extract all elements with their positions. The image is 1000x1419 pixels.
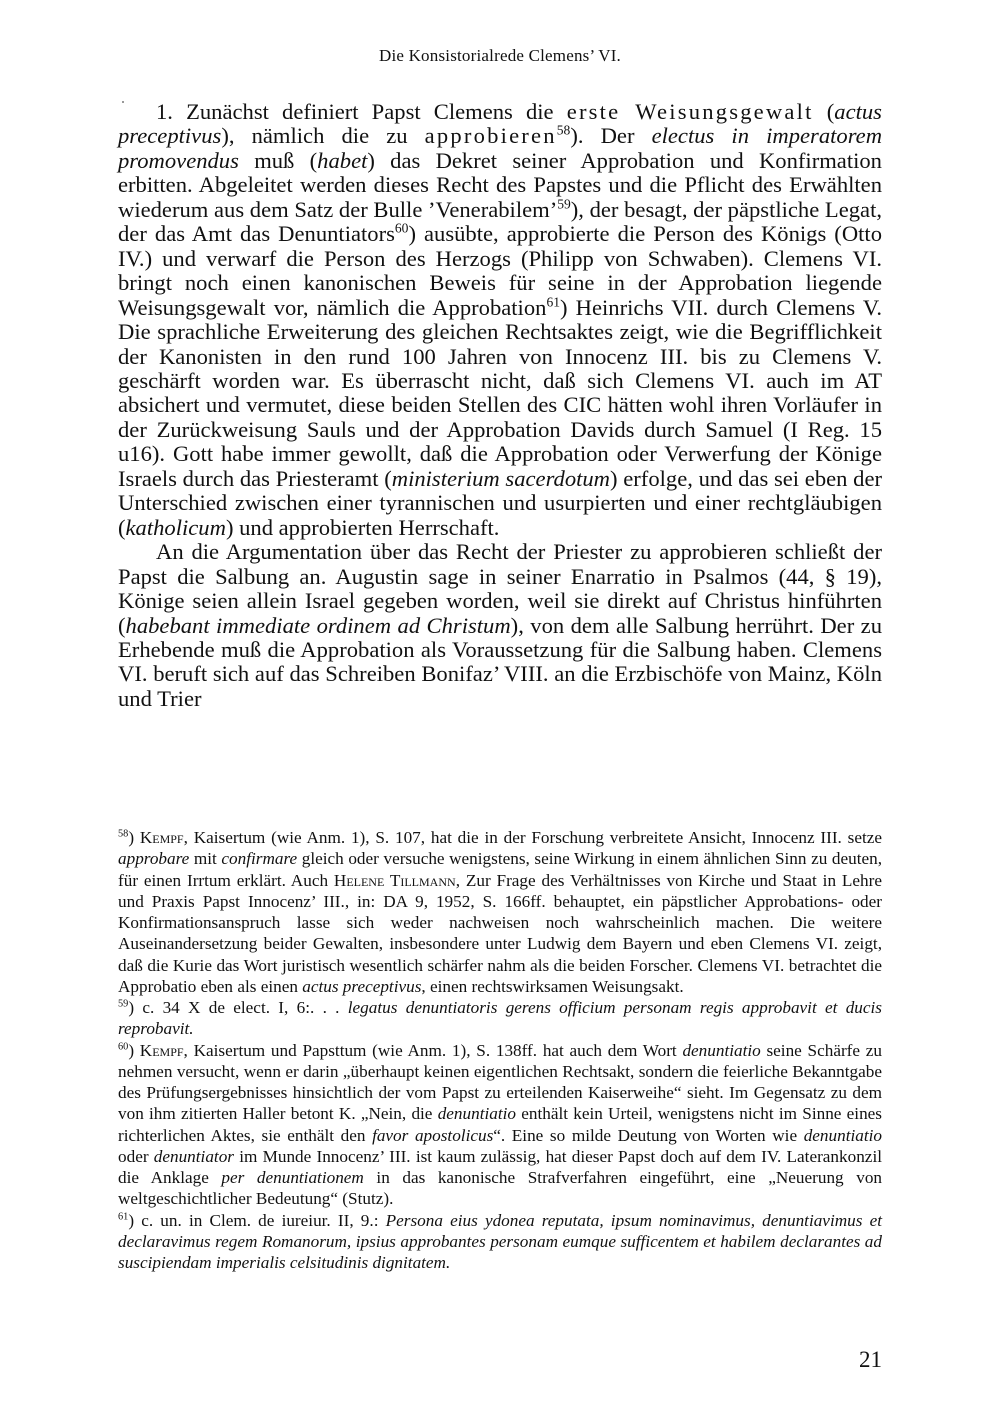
text-run: , einen rechtswirksamen Weisungsakt.	[421, 976, 684, 996]
text-run: c. un. in Clem. de iureiur. II, 9.:	[141, 1210, 386, 1230]
text-run: seine Schärfe zu nehmen versucht, wenn er darin „überhaupt keinen eigentlichen Rechtsakt, sondern die feierliche Bekanntgabe des Prüfungsergebnisses hinsichtlich der vom Papst zu erteilenden Kaiserweihe“ sieht. Im Gegensatz zu dem von ihm zitierten Haller betont K. „Nein, die	[118, 1040, 882, 1124]
text-run: muß (	[238, 147, 318, 173]
text-run: An die Argumentation über das Recht der Priester zu approbieren schließt der Papst die Salbung an. Augustin sage in seiner Enarratio in Psalmos (44, § 19), Könige seien allein Israel gegeben worden, weil sie direkt auf Christus hinführten (	[118, 539, 882, 638]
italic-term: per denuntiationem	[221, 1168, 364, 1187]
italic-quote: legatus denuntiatoris gerens officium personam regis approbavit et ducis reprobavit.	[118, 998, 882, 1039]
text-run: enthält kein Urteil, wenigstens nicht im Sinne eines richterlichen Aktes, sie enthält den	[118, 1104, 882, 1145]
italic-term: actus preceptivus	[118, 99, 882, 149]
italic-term: ministerium sacerdotum	[391, 465, 611, 491]
text-run: ) das Dekret seiner Approbation und Konfirmation erbitten. Abgeleitet werden dieses Recht des Papstes und die Pflicht des Erwählten wiederum aus dem Satz der Bulle ’Venerabilem’	[118, 147, 882, 222]
author-name: Helene Tillmann	[333, 870, 456, 890]
text-run: im Munde Innocenz’ III. ist kaum zulässig, hat dieser Papst doch auf dem IV. Laterankonzil die Anklage	[118, 1146, 882, 1187]
footnote-59: $^{59}$) c. 34 X de elect. I, 6:. . . legatus denuntiatoris gerens officium personam regis approbavit et ducis reprobavit.	[118, 998, 882, 1039]
running-head: Die Konsistorialrede Clemens’ VI.	[378, 46, 622, 65]
paragraph-1	[118, 100, 882, 540]
footnote-number: 59	[118, 998, 129, 1010]
italic-term: electus in imperatorem promovendus	[118, 123, 883, 173]
footnote-61: $^{61}$) c. un. in Clem. de iureiur. II, 9.: Persona eius ydonea reputata, ipsum nominavimus, denuntiavimus et declaravimus regem Romanorum, ipsius approbantes personam eumque sufficentem et habilem declarantes ad suscipiendam imperialis celsitudinis dignitatem.	[118, 1210, 882, 1272]
paragraph-2	[118, 540, 882, 711]
footnote-58: $^{58}$) Kempf, Kaisertum (wie Anm. 1), S. 107, hat die in der Forschung verbreitete Ansicht, Innocenz III. setze approbare mit confirmare gleich oder versuche wenigstens, seine Wirkung in einem ähnlichen Sinn zu deuten, für einen Irrtum erklärt. Auch Helene Tillmann, Zur Frage des Verhältnisses von Kirche und Staat in Lehre und Praxis Papst Innocenz’ III., in: DA 9, 1952, S. 166ff. behauptet, ein päpstlicher Approbations- oder Konfirmationsanspruch lasse sich weder nachweisen noch wahrscheinlich machen. Die weitere Auseinandersetzung beider Gewalten, insbesondere unter Ludwig dem Bayern und eben Clemens VI. zeigt, daß die Kurie das Wort juristisch wesentlich schärfer nahm als die beiden Forscher. Clemens VI. betrachtet die Approbatio eben als einen actus preceptivus, einen rechtswirksamen Weisungsakt.	[118, 828, 882, 996]
italic-term: denuntiator	[153, 1146, 234, 1166]
text-run: ), nämlich die zu	[221, 123, 425, 149]
text-run: , Zur Frage des Verhältnisses von Kirche und Staat in Lehre und Praxis Papst Innocenz’ III., in: DA 9, 1952, S. 166ff. behauptet, ein päpstlicher Approbations- oder Konfirmationsanspruch lasse sich weder nachweisen noch wahrscheinlich machen. Die weitere Auseinandersetzung beider Gewalten, insbesondere unter Ludwig dem Bayern und eben Clemens VI. zeigt, daß die Kurie das Wort juristisch wesentlich schärfer nahm als die beiden Forscher. Clemens VI. betrachtet die Approbatio eben als einen	[118, 870, 882, 996]
footnote-ref-61[interactable]: 61	[546, 294, 560, 310]
text-run: ) und approbierten Herrschaft.	[225, 514, 500, 540]
italic-term: denuntiatio	[437, 1104, 516, 1124]
text-run: oder	[118, 1146, 154, 1166]
footnote-number: 58	[118, 828, 129, 840]
text-run: , Kaisertum und Papsttum (wie Anm. 1), S. 138ff. hat auch dem Wort	[183, 1040, 683, 1060]
spaced-emphasis: erste Weisungsgewalt	[566, 99, 814, 124]
italic-quote: Persona eius ydonea reputata, ipsum nominavimus, denuntiavimus et declaravimus regem Romanorum, ipsius approbantes personam eumque sufficentem et habilem declarantes ad suscipiendam imperialis celsitudinis dignitatem.	[118, 1210, 882, 1272]
text-run: “. Eine so milde Deutung von Worten wie	[493, 1125, 804, 1145]
text-run: ), der besagt, der päpstliche Legat, der das Amt das Denuntiators	[118, 196, 882, 247]
footnote-number: 61	[118, 1210, 129, 1222]
text-run: gleich oder versuche wenigstens, seine Wirkung in einem ähnlichen Sinn zu deuten, für einen Irrtum erklärt. Auch	[118, 849, 882, 890]
footnote-ref-58[interactable]: 58	[556, 122, 571, 138]
italic-term: denuntiatio	[682, 1040, 761, 1060]
italic-term: habet	[317, 147, 368, 173]
text-run: mit	[189, 849, 222, 869]
text-run: ), von dem alle Salbung herrührt. Der zu Erhebende muß die Approbation als Voraussetzung für die Salbung haben. Clemens VI. beruft sich auf das Schreiben Bonifaz’ VIII. an die Erzbischöfe von Mainz, Köln und Trier	[118, 612, 882, 711]
italic-term: habebant immediate ordinem ad Christum	[125, 612, 511, 638]
text-run: ) erfolge, und das sei eben der Unterschied zwischen einer tyrannischen und usurpierten und einer rechtgläubigen (	[118, 465, 882, 540]
text-run: c. 34 X de elect. I, 6:. . .	[142, 998, 348, 1017]
text-run: ) Heinrichs VII. durch Clemens V. Die sprachliche Erweiterung des gleichen Rechtsaktes zeigt, wie die Begrifflichkeit der Kanonisten in den rund 100 Jahren von Innocenz III. bis zu Clemens V. geschärft worden war. Es überrascht nicht, daß sich Clemens VI. auch im AT absichert und vermutet, diese beiden Stellen des CIC hätten wohl ihren Vorläufer in der Zurückweisung Sauls und der Approbation Davids durch Samuel (I Reg. 15 u16). Gott habe immer gewollt, daß die Approbation oder Verwerfung der Könige Israels durch das Priesteramt (	[118, 294, 882, 491]
italic-term: katholicum	[125, 514, 226, 540]
text-run: ) ausübte, approbierte die Person des Königs (Otto IV.) und verwarf die Person des Herzogs (Philipp von Schwaben). Clemens VI. bringt noch einen kanonischen Beweis für seine in der Approbation liegende Weisungsgewalt vor, nämlich die Approbation	[118, 221, 882, 320]
page-number: 21	[859, 1347, 882, 1372]
spaced-emphasis: approbieren	[424, 123, 557, 149]
author-name: Kempf	[139, 1040, 184, 1060]
footnotes	[118, 827, 882, 1273]
text-run: in das kanonische Strafverfahren eingeführt, eine „Neuerung von weltgeschichtlicher Bedeutung“ (Stutz).	[118, 1168, 883, 1209]
author-name: Kempf	[139, 828, 184, 847]
footnote-60: $^{60}$) Kempf, Kaisertum und Papsttum (wie Anm. 1), S. 138ff. hat auch dem Wort denuntiatio seine Schärfe zu nehmen versucht, wenn er darin „überhaupt keinen eigentlichen Rechtsakt, sondern die feierliche Bekanntgabe des Prüfungsergebnisses hinsichtlich der vom Papst zu erteilenden Kaiserweihe“ sieht. Im Gegensatz zu dem von ihm zitierten Haller betont K. „Nein, die denuntiatio enthält kein Urteil, wenigstens nicht im Sinne eines richterlichen Aktes, sie enthält den favor apostolicus“. Eine so milde Deutung von Worten wie denuntiatio oder denuntiator im Munde Innocenz’ III. ist kaum zulässig, hat dieser Papst doch auf dem IV. Laterankonzil die Anklage per denuntiationem in das kanonische Strafverfahren eingeführt, eine „Neuerung von weltgeschichtlicher Bedeutung“ (Stutz).	[118, 1040, 883, 1209]
text-run: 1. Zunächst definiert Papst Clemens die	[156, 99, 567, 124]
footnote-ref-60[interactable]: 60	[394, 220, 409, 236]
italic-term: denuntiatio	[803, 1125, 882, 1145]
main-text	[118, 100, 882, 711]
footnote-ref-59[interactable]: 59	[557, 196, 571, 212]
text-run: , Kaisertum (wie Anm. 1), S. 107, hat die in der Forschung verbreitete Ansicht, Innocenz III. setze	[183, 828, 882, 847]
italic-term: confirmare	[221, 849, 298, 869]
italic-term: favor apostolicus	[372, 1125, 494, 1145]
italic-term: approbare	[118, 849, 190, 869]
text-run: ). Der	[570, 123, 652, 149]
text-run: (	[813, 99, 835, 124]
italic-term: actus preceptivus	[302, 976, 422, 996]
footnote-number: 60	[118, 1040, 129, 1052]
